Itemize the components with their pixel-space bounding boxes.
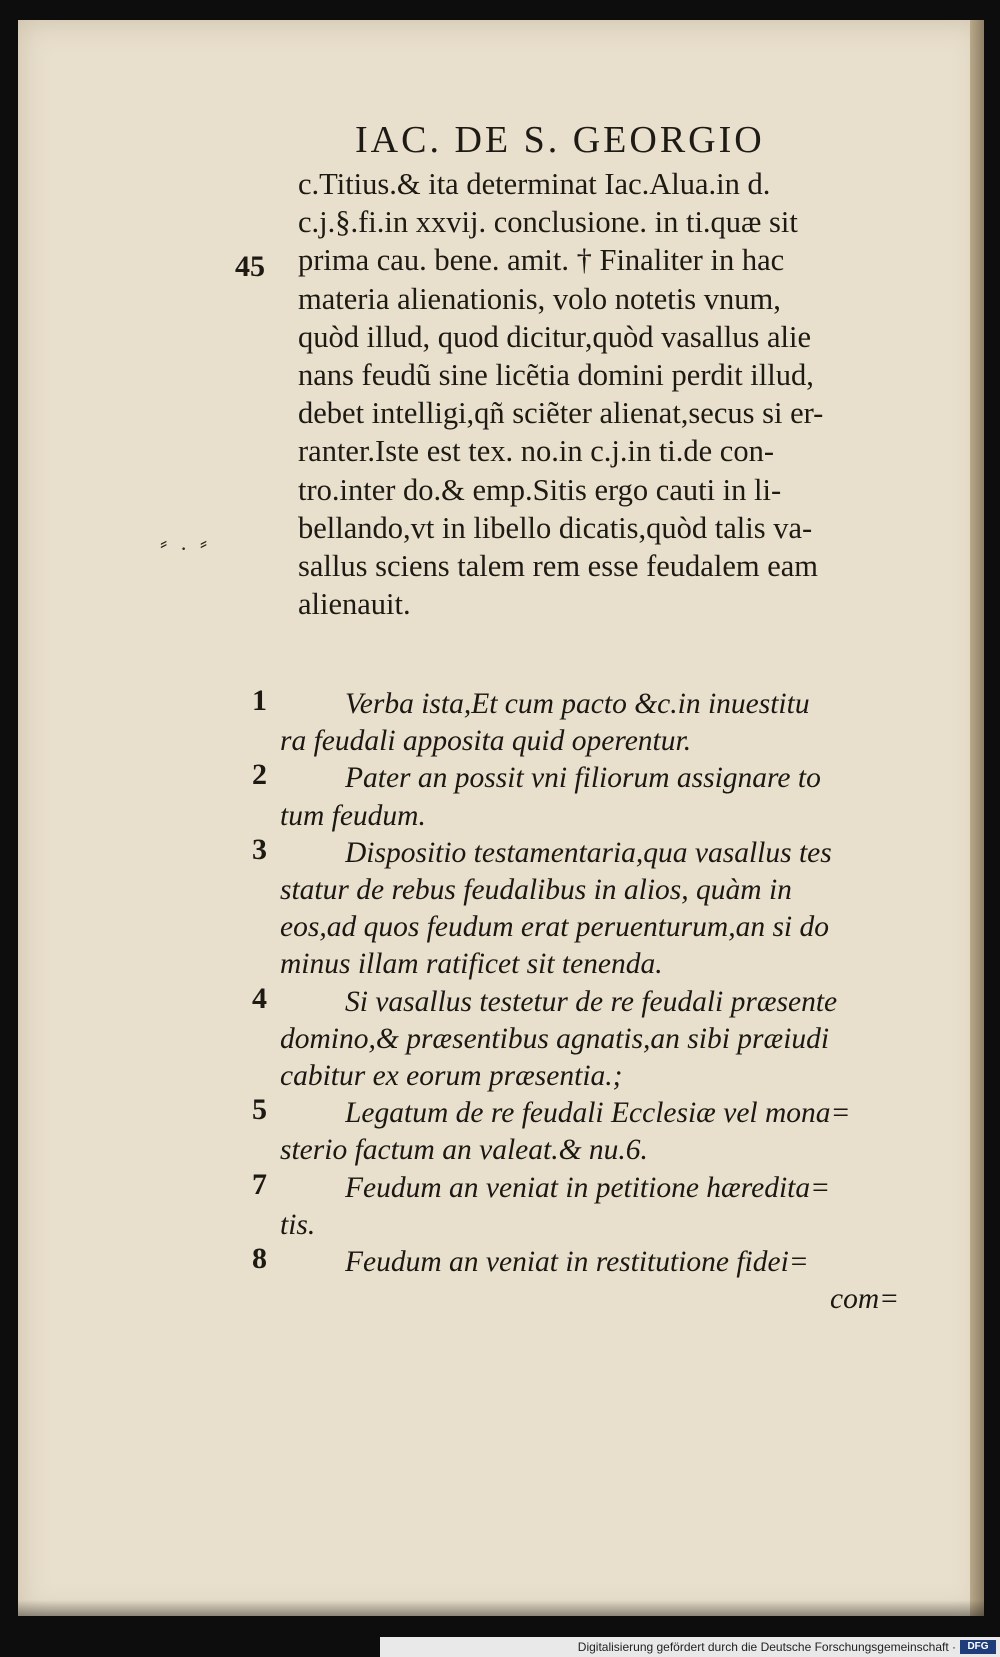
body-line: debet intelligi,qñ sciẽter alienat,secus si er- bbox=[298, 396, 824, 431]
body-line: quòd illud, quod dicitur,quòd vasallus alie bbox=[298, 319, 811, 354]
body-line: materia alienationis, volo notetis vnum, bbox=[298, 281, 781, 316]
body-line: prima cau. bene. amit. † Finaliter in hac bbox=[298, 243, 785, 278]
summary-item-number: 5 bbox=[252, 1093, 267, 1127]
body-line: nans feudũ sine licẽtia domini perdit illud, bbox=[298, 357, 814, 392]
body-line: bellando,vt in libello dicatis,quòd talis va- bbox=[298, 510, 813, 545]
body-text bbox=[298, 165, 926, 623]
page-edge bbox=[970, 20, 984, 1616]
body-line: ranter.Iste est tex. no.in c.j.in ti.de con- bbox=[298, 434, 774, 469]
body-line: sallus sciens talem rem esse feudalem eam bbox=[298, 548, 819, 583]
body-line: tro.inter do.& emp.Sitis ergo cauti in li- bbox=[298, 472, 782, 507]
summary-item-line: minus illam ratificet sit tenenda. bbox=[280, 948, 663, 981]
body-line: alienauit. bbox=[298, 587, 411, 622]
summary-item-line: com= bbox=[830, 1283, 900, 1316]
summary-item-line: tum feudum. bbox=[280, 799, 426, 832]
dfg-logo: DFG bbox=[960, 1640, 996, 1654]
summary-item-number: 1 bbox=[252, 684, 267, 717]
summary-item-line: Legatum de re feudali Ecclesiæ vel mona= bbox=[345, 1097, 851, 1130]
summary-item-number: 2 bbox=[252, 758, 267, 792]
summary-item-line: eos,ad quos feudum erat peruenturum,an si do bbox=[280, 911, 829, 944]
body-line: c.j.§.fi.in xxvij. conclusione. in ti.quæ sit bbox=[298, 205, 798, 240]
summary-item-number: 8 bbox=[252, 1242, 267, 1275]
margin-marks: ⸗ . ⸗ bbox=[160, 530, 212, 555]
page-shadow bbox=[18, 1600, 984, 1616]
summary-item-number: 4 bbox=[252, 981, 267, 1015]
summary-item-line: Pater an possit vni filiorum assignare to bbox=[345, 762, 821, 795]
summary-item-line: ra feudali apposita quid operentur. bbox=[280, 725, 692, 758]
summary-item-line: Si vasallus testetur de re feudali præsente bbox=[345, 985, 838, 1018]
running-head: IAC. DE S. GEORGIO bbox=[355, 119, 765, 161]
summary-item-line: Feudum an veniat in restitutione fidei= bbox=[345, 1246, 809, 1278]
summary-item-line: domino,& præsentibus agnatis,an sibi præiudi bbox=[280, 1022, 830, 1055]
summary-item-line: Feudum an veniat in petitione hæredita= bbox=[345, 1171, 830, 1204]
summary-item-line: cabitur ex eorum præsentia.; bbox=[280, 1060, 623, 1092]
summary-item-line: sterio factum an valeat.& nu.6. bbox=[280, 1134, 648, 1167]
summary-item-line: Verba ista,Et cum pacto &c.in inuestitu bbox=[345, 688, 810, 720]
summary-item-number: 7 bbox=[252, 1167, 267, 1201]
summary-item-line: tis. bbox=[280, 1208, 316, 1241]
footer-credit: Digitalisierung gefördert durch die Deutsche Forschungsgemeinschaft · bbox=[380, 1637, 1000, 1657]
summary-item-line: statur de rebus feudalibus in alios, quàm in bbox=[280, 874, 792, 906]
margin-number: 45 bbox=[235, 250, 265, 283]
body-line: c.Titius.& ita determinat Iac.Alua.in d. bbox=[298, 167, 771, 201]
summary-item-line: Dispositio testamentaria,qua vasallus tes bbox=[345, 836, 832, 869]
summary-item-number: 3 bbox=[252, 832, 267, 866]
